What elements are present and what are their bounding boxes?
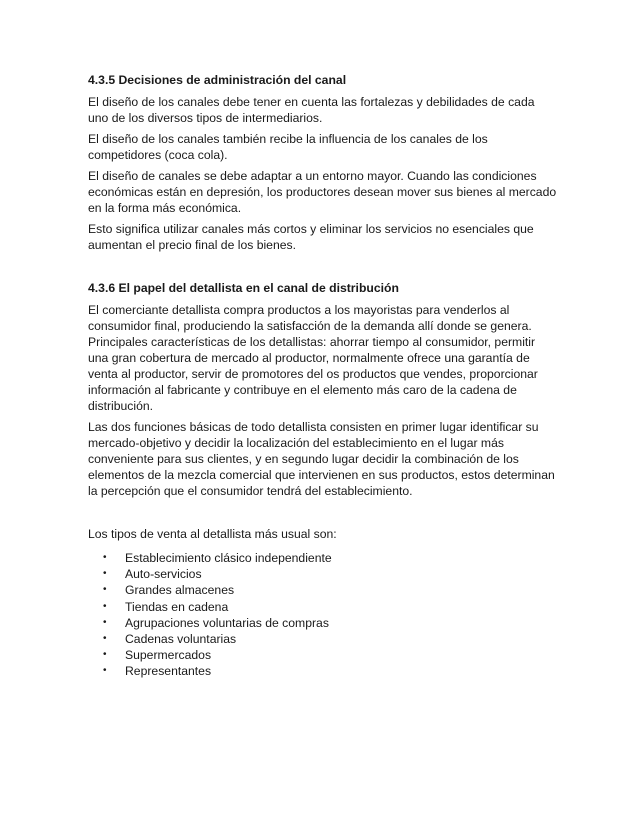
list-intro: Los tipos de venta al detallista más usual son: bbox=[88, 527, 337, 541]
list-item bbox=[88, 663, 558, 679]
list-item-label: Agrupaciones voluntarias de compras bbox=[125, 615, 329, 630]
section-heading-4-3-6: 4.3.6 El papel del detallista en el canal de distribución bbox=[88, 281, 399, 295]
list-item-label: Auto-servicios bbox=[125, 567, 202, 582]
list-item-label: Cadenas voluntarias bbox=[125, 631, 237, 646]
bullet-icon: • bbox=[103, 584, 107, 596]
document-page bbox=[88, 72, 558, 680]
bullet-icon: • bbox=[103, 600, 107, 612]
list-item-label: Tiendas en cadena bbox=[125, 599, 229, 614]
list-item bbox=[88, 599, 558, 615]
spacer bbox=[88, 504, 558, 526]
list-item-label: Grandes almacenes bbox=[125, 583, 235, 598]
paragraph: El diseño de los canales debe tener en cuenta las fortalezas y debilidades de cada uno de los diversos tipos de intermediarios. bbox=[88, 95, 535, 125]
list-item bbox=[88, 550, 558, 566]
spacer bbox=[88, 258, 558, 280]
paragraph: Las dos funciones básicas de todo detallista consisten en primer lugar identificar su mercado-objetivo y decidir la localización del establecimiento en el lugar más conveniente para sus clientes, y en segundo lugar decidir la combinación de los elementos de la mezcla comercial que intervienen en sus productos, estos determinan la percepción que el consumidor tendrá del establecimiento. bbox=[88, 420, 555, 498]
paragraph: El comerciante detallista compra productos a los mayoristas para venderlos al consumidor final, produciendo la satisfacción de la demanda allí donde se genera. Principales características de los detallistas: ahorrar tiempo al consumidor, permitir una gran cobertura de mercado al productor, normalmente ofrece una garantía de venta al productor, servir de promotores del os productos que vendes, proporcionar información al fabricante y contribuye en el elemento más caro de la cadena de distribución. bbox=[88, 303, 538, 413]
bullet-icon: • bbox=[103, 552, 107, 563]
list-item bbox=[88, 631, 558, 647]
bullet-icon: • bbox=[103, 632, 107, 644]
paragraph: El diseño de canales se debe adaptar a un entorno mayor. Cuando las condiciones económicas están en depresión, los productores desean mover sus bienes al mercado en la forma más económica. bbox=[88, 169, 557, 215]
bullet-icon: • bbox=[103, 568, 107, 580]
bullet-icon: • bbox=[103, 649, 107, 661]
list-item bbox=[88, 647, 558, 663]
list-item bbox=[88, 566, 558, 582]
list-item-label: Supermercados bbox=[125, 648, 212, 663]
bullet-icon: • bbox=[103, 616, 107, 628]
list-item bbox=[88, 615, 558, 631]
list-item-label: Establecimiento clásico independiente bbox=[125, 551, 332, 565]
paragraph: Esto significa utilizar canales más cortos y eliminar los servicios no esenciales que aumentan el precio final de los bienes. bbox=[88, 222, 534, 252]
section-heading-4-3-5: 4.3.5 Decisiones de administración del canal bbox=[88, 73, 347, 87]
list-item bbox=[88, 582, 558, 598]
paragraph: El diseño de los canales también recibe la influencia de los canales de los competidores (coca cola). bbox=[88, 132, 488, 162]
list-item-label: Representantes bbox=[125, 664, 212, 679]
retail-types-list bbox=[88, 550, 558, 680]
bullet-icon: • bbox=[103, 665, 107, 677]
